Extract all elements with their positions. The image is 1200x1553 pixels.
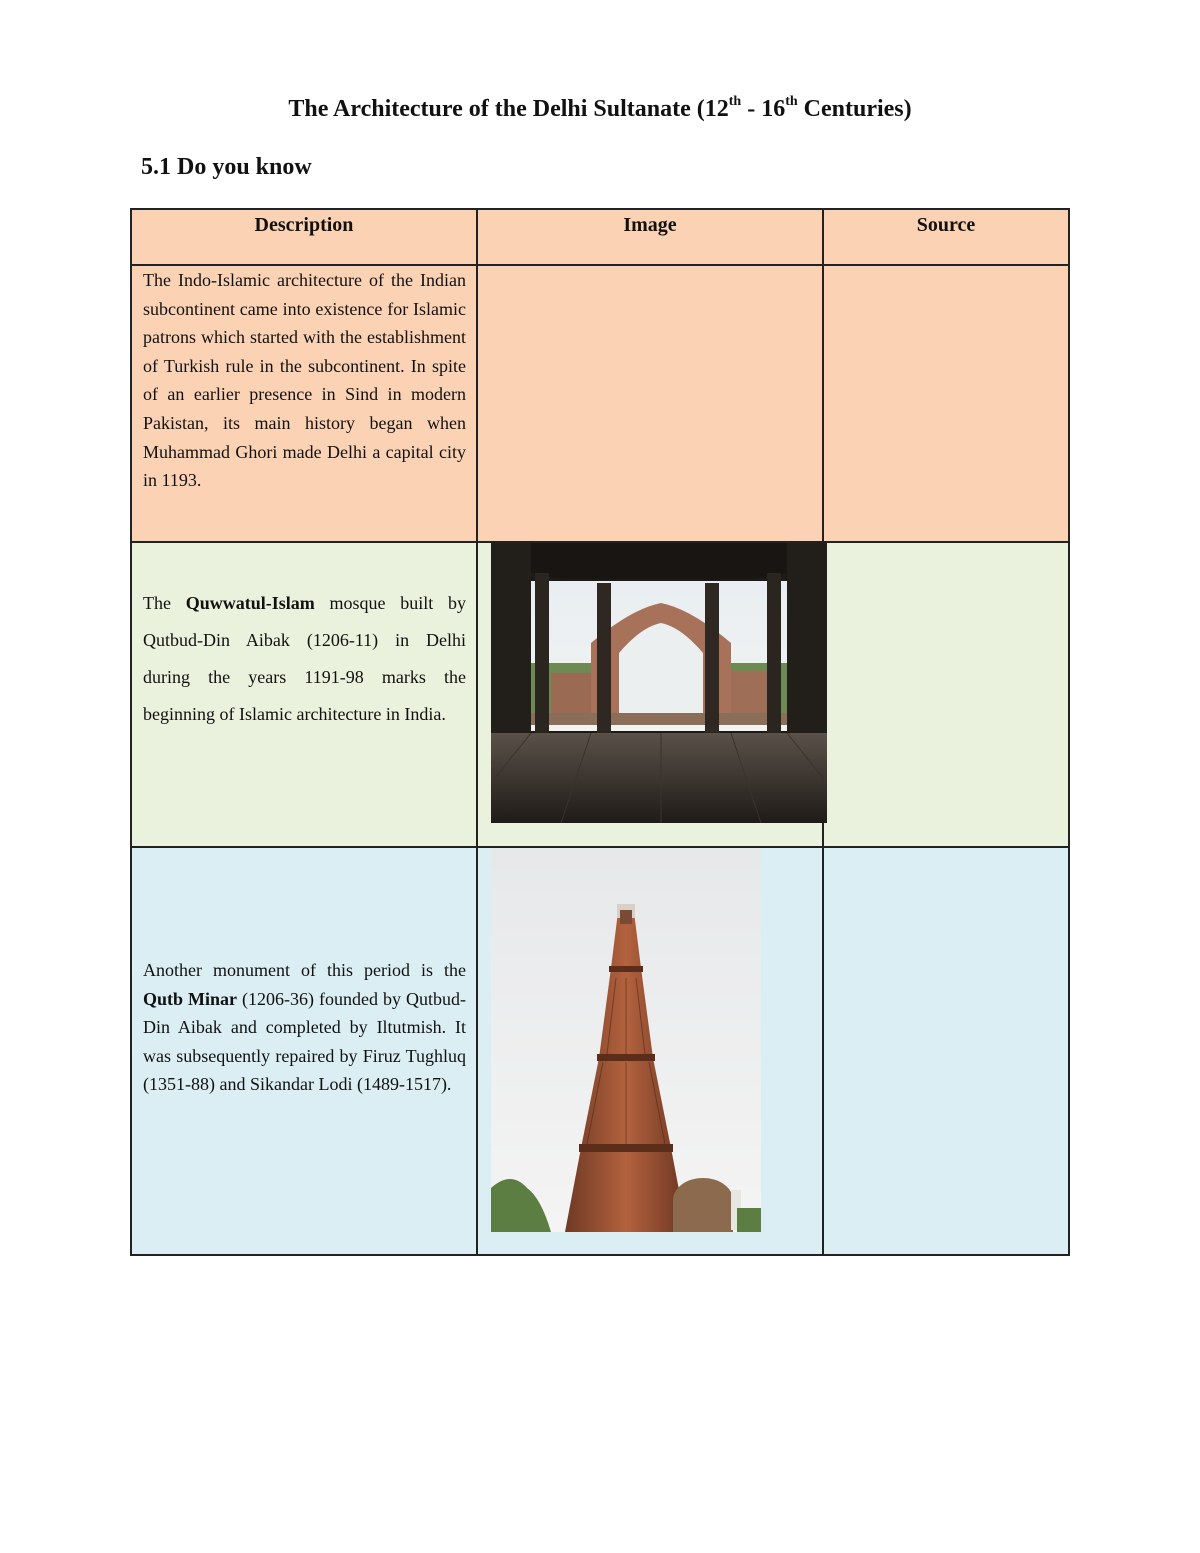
image-cell [477,265,823,542]
image-cell [477,847,823,1255]
qutb-minar-photo-icon [491,848,761,1232]
header-source: Source [823,209,1069,265]
header-description: Description [131,209,477,265]
header-image: Image [477,209,823,265]
description-cell [131,847,477,1255]
description-text: The Quwwatul-Islam mosque built by Qutbud-Din Aibak (1206-11) in Delhi during the years 1191-98 marks the beginning of Islamic architecture in India. [143,593,466,724]
source-cell [823,265,1069,542]
description-cell [131,265,477,542]
table-row [131,265,1069,542]
table-row [131,847,1069,1255]
title-superscript: th [728,94,742,109]
source-cell [823,542,1069,847]
title-text: Centuries) [797,96,912,122]
qutb-minar-image [491,848,761,1232]
description-text: Another monument of this period is the Qutb Minar (1206-36) founded by Qutbud-Din Aibak and completed by Iltutmish. It was subsequently repaired by Firuz Tughluq (1351-88) and Sikandar Lodi (1489-1517). [143,960,466,1095]
source-cell [823,847,1069,1255]
description-cell [131,542,477,847]
quwwat-ul-islam-mosque-image [491,543,827,823]
title-text: The Architecture of the Delhi Sultanate (12 [288,96,729,122]
section-heading: 5.1 Do you know [141,154,312,180]
table-row [131,542,1069,847]
monuments-table [130,208,1070,1256]
title-text: - 16 [741,96,786,122]
title-superscript: th [785,94,798,109]
monument-name: Quwwatul-Islam [185,593,315,613]
table-header-row [131,209,1069,265]
monument-name: Qutb Minar [143,988,238,1009]
description-text: The Indo-Islamic architecture of the Indian subcontinent came into existence for Islamic patrons which started with the establishment of Turkish rule in the subcontinent. In spite of an earlier presence in Sind in modern Pakistan, its main history began when Muhammad Ghori made Delhi a capital city in 1193. [143,270,466,491]
image-cell [477,542,823,847]
mosque-arch-photo-icon [491,543,827,823]
page-title [0,96,1200,123]
